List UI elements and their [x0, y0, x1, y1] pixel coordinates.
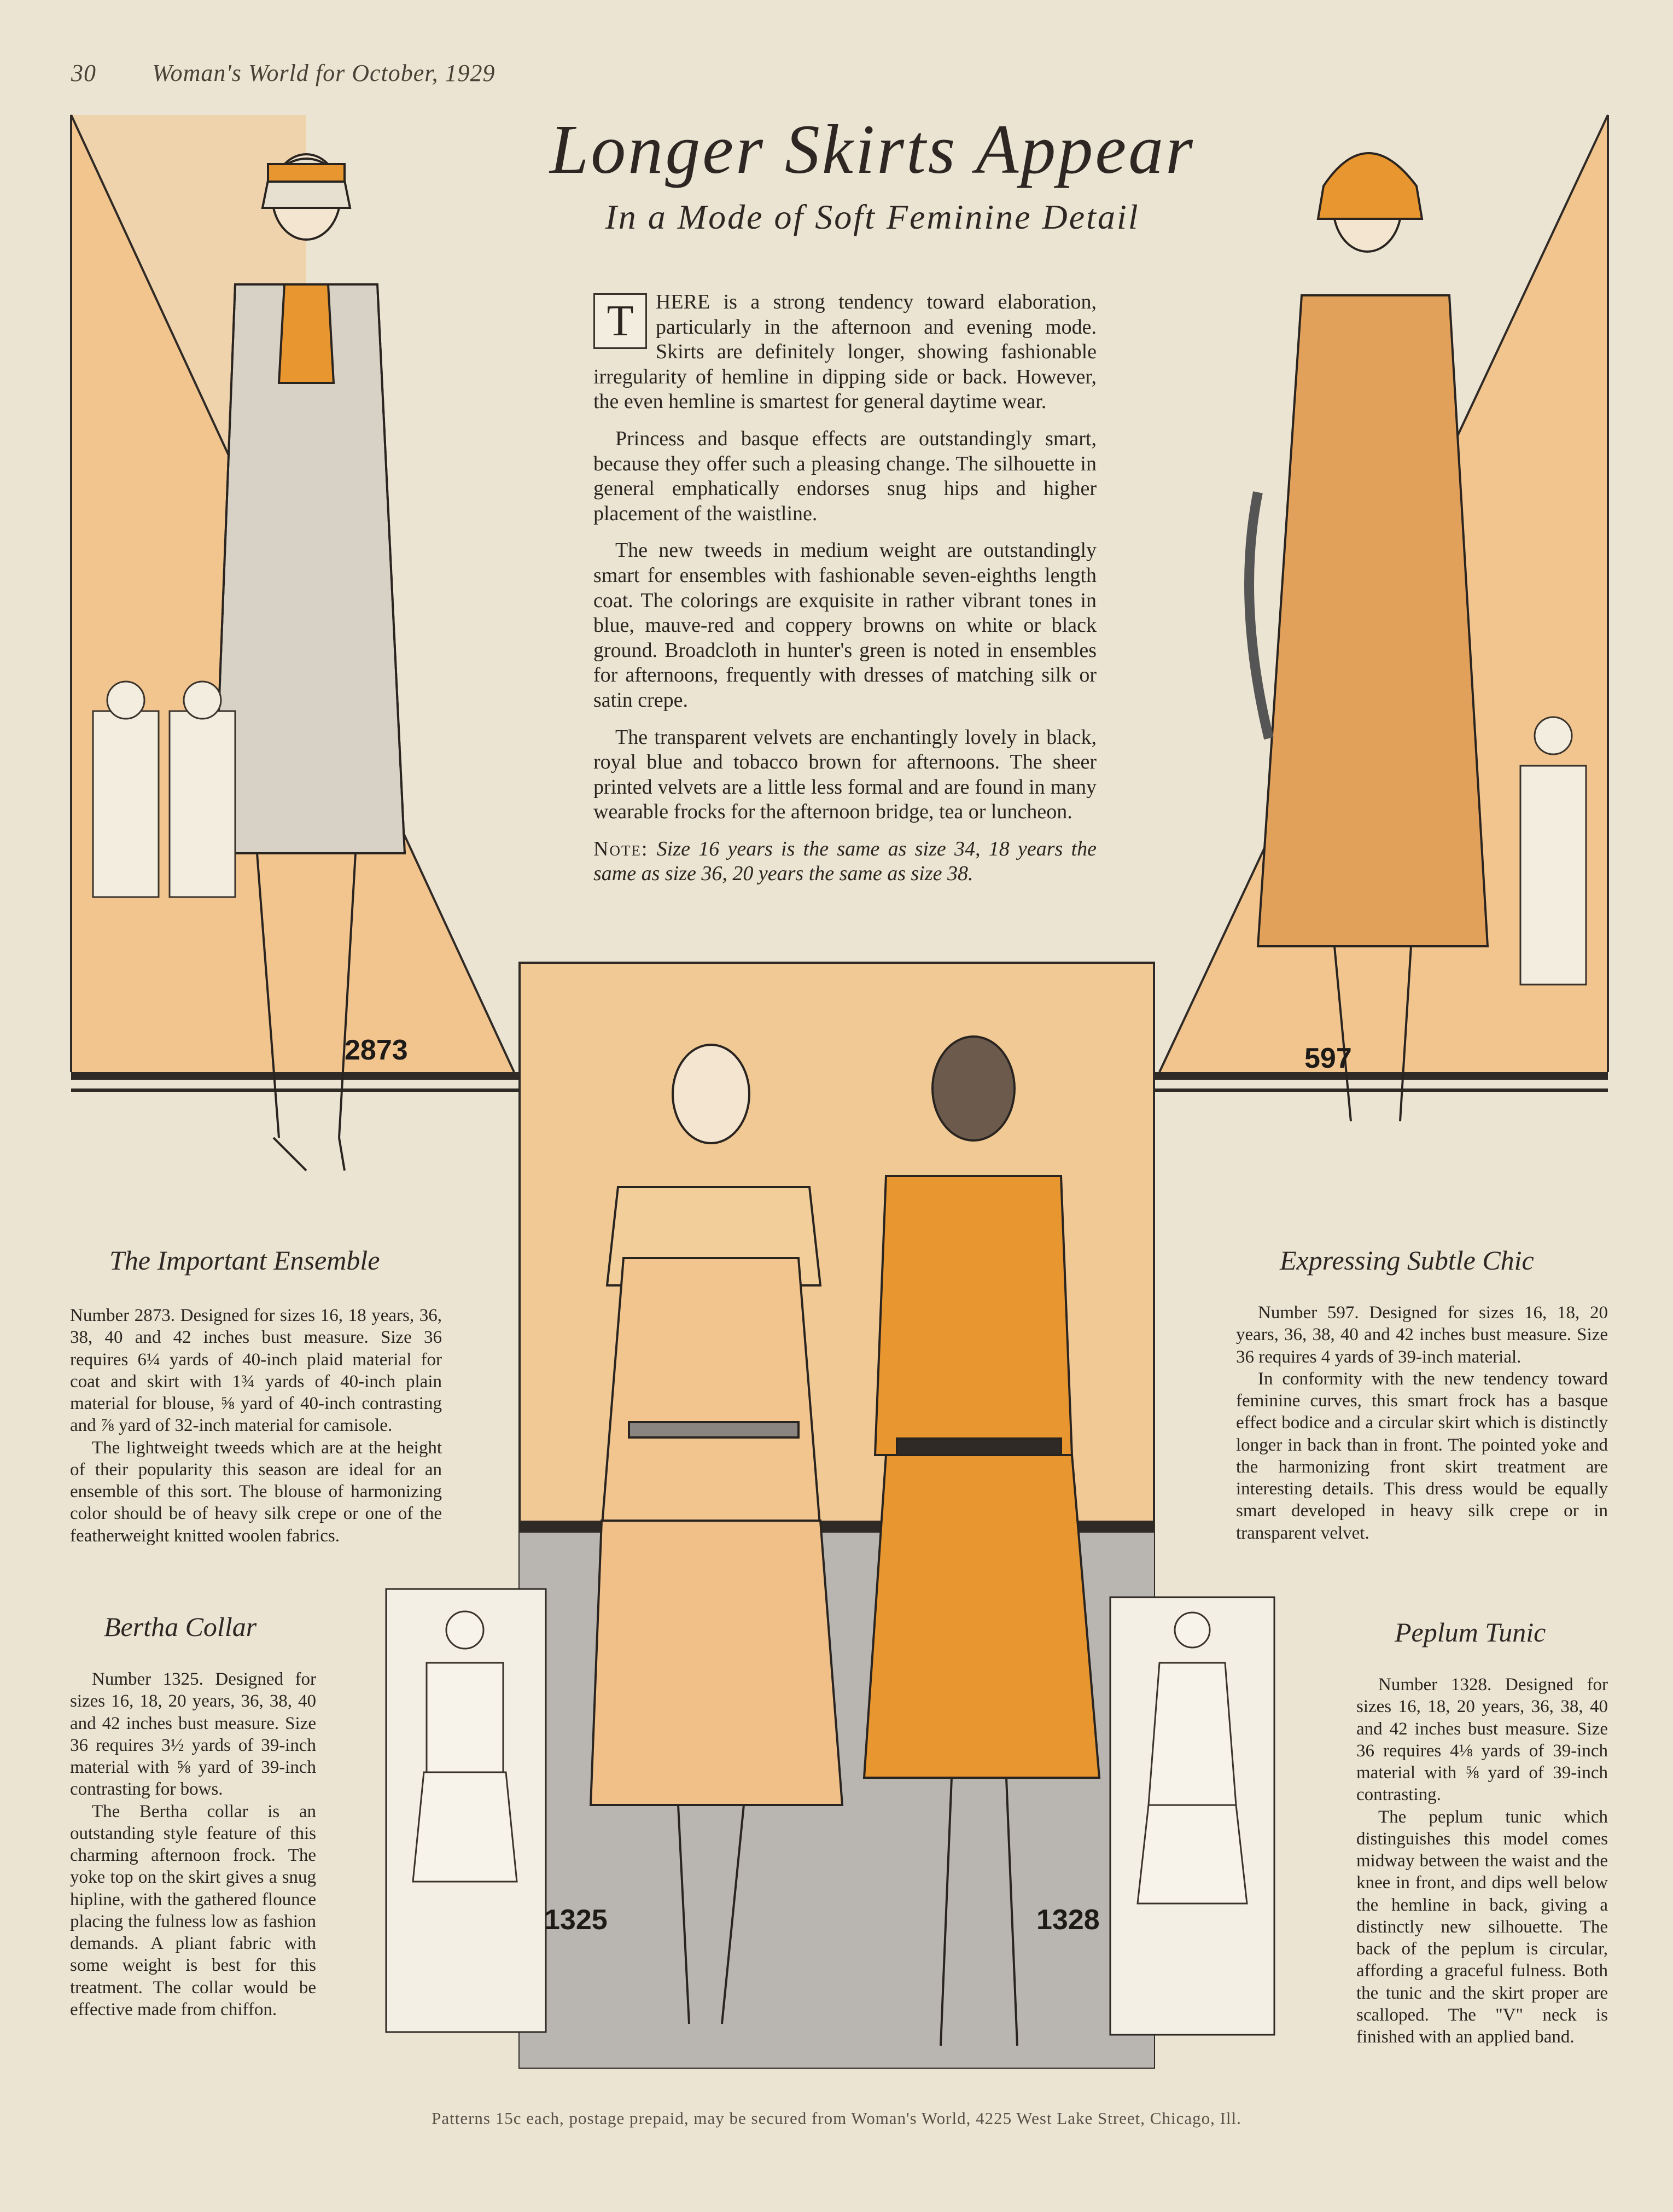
heading-1325: Bertha Collar: [104, 1611, 257, 1642]
note-text: Size 16 years is the same as size 34, 18 years the same as size 36, 20 years the same as size 38.: [593, 837, 1097, 886]
description-1328: [1356, 1674, 1608, 2048]
desc-2873-p1: Number 2873. Designed for sizes 16, 18 years, 36, 38, 40 and 42 inches bust measure. Size 36 requires 6¼ yards of 40-inch plaid material for coat and skirt with 1¾ yards of 40-inch plain material for blouse, ⅝ yard of 40-inch contrasting and ⅞ yard of 32-inch material for camisole.: [70, 1306, 442, 1436]
description-1325: [70, 1668, 316, 2021]
desc-597-p2: In conformity with the new tendency toward feminine curves, this smart frock has a basque effect bodice and a circular skirt which is distinctly longer in back than in front. The pointed yoke and the harmonizing front skirt treatment are interesting details. This dress would be equally smart developed in heavy silk crepe or in transparent velvet.: [1236, 1369, 1608, 1543]
intro-article: [593, 290, 1097, 899]
intro-paragraph-4: The transparent velvets are enchantingly lovely in black, royal blue and tobacco brown for afternoons. The sheer printed velvets are a little less formal and are found in many wearable frocks for the afternoon bridge, tea or luncheon.: [593, 725, 1097, 824]
drop-cap: T: [593, 293, 647, 349]
pattern-number-1325: 1325: [544, 1904, 608, 1936]
desc-1328-p2: The peplum tunic which distinguishes this model comes midway between the waist and the knee in front, and dips well below the hemline in back, giving a distinctly new silhouette. The back of the peplum is circular, affording a graceful fulness. Both the tunic and the skirt proper are scalloped. The "V" neck is finished with an applied band.: [1356, 1807, 1608, 2047]
description-2873: [70, 1305, 442, 1547]
left-band: [71, 1072, 520, 1080]
pattern-number-597: 597: [1304, 1043, 1352, 1074]
size-note: [593, 837, 1097, 887]
heading-2873: The Important Ensemble: [109, 1245, 380, 1276]
desc-1328-p1: Number 1328. Designed for sizes 16, 18, 20 years, 36, 38, 40 and 42 inches bust measure. Size 36 requires 4⅛ yards of 39-inch material with ⅝ yard of 39-inch contrasting.: [1356, 1675, 1608, 1805]
intro-paragraph-1: T HERE is a strong tendency toward elaboration, particularly in the afternoon and evening mode. Skirts are definitely longer, showing fashionable irregularity of hemline in dipping side or back. However, the even hemline is smartest for general daytime wear.: [593, 290, 1097, 414]
desc-1325-p1: Number 1325. Designed for sizes 16, 18, 20 years, 36, 38, 40 and 42 inches bust measure. Size 36 requires 3½ yards of 39-inch material with ⅝ yard of 39-inch contrasting for bows.: [70, 1669, 316, 1800]
desc-597-p1: Number 597. Designed for sizes 16, 18, 20 years, 36, 38, 40 and 42 inches bust measure. Size 36 requires 4 yards of 39-inch material.: [1236, 1303, 1608, 1367]
heading-1328: Peplum Tunic: [1395, 1617, 1546, 1648]
page-subtitle: In a Mode of Soft Feminine Detail: [605, 197, 1140, 236]
intro-paragraph-2: Princess and basque effects are outstandingly smart, because they offer such a pleasing change. The silhouette in general emphatically endorses snug hips and higher placement of the waistline.: [593, 427, 1097, 525]
heading-597: Expressing Subtle Chic: [1280, 1245, 1534, 1276]
page-number: 30: [71, 60, 96, 86]
running-head: Woman's World for October, 1929: [152, 60, 496, 86]
desc-2873-p2: The lightweight tweeds which are at the height of their popularity this season are ideal for an ensemble of this sort. The blouse of harmonizing color should be of heavy silk crepe or one of the featherweight knitted woolen fabrics.: [70, 1437, 442, 1546]
right-band: [1154, 1072, 1608, 1080]
pattern-number-1328: 1328: [1036, 1904, 1100, 1936]
note-label: Note:: [593, 837, 649, 860]
pattern-number-2873: 2873: [345, 1034, 408, 1066]
description-597: [1236, 1302, 1608, 1544]
page-title: Longer Skirts Appear: [550, 110, 1195, 188]
footer-ordering-info: Patterns 15c each, postage prepaid, may be secured from Woman's World, 4225 West Lake Street, Chicago, Ill.: [432, 2109, 1241, 2128]
intro-paragraph-3: The new tweeds in medium weight are outstandingly smart for ensembles with fashionable seven-eighths length coat. The colorings are exquisite in rather vibrant tones in blue, mauve-red and coppery browns on white or black ground. Broadcloth in hunter's green is noted in ensembles for afternoons, frequently with dresses of matching silk or satin crepe.: [593, 539, 1097, 712]
desc-1325-p2: The Bertha collar is an outstanding style feature of this charming afternoon frock. The yoke top on the skirt gives a snug hipline, with the gathered flounce placing the fulness low as fashion demands. A pliant fabric with some weight is best for this treatment. The collar would be effective made from chiffon.: [70, 1801, 316, 2019]
